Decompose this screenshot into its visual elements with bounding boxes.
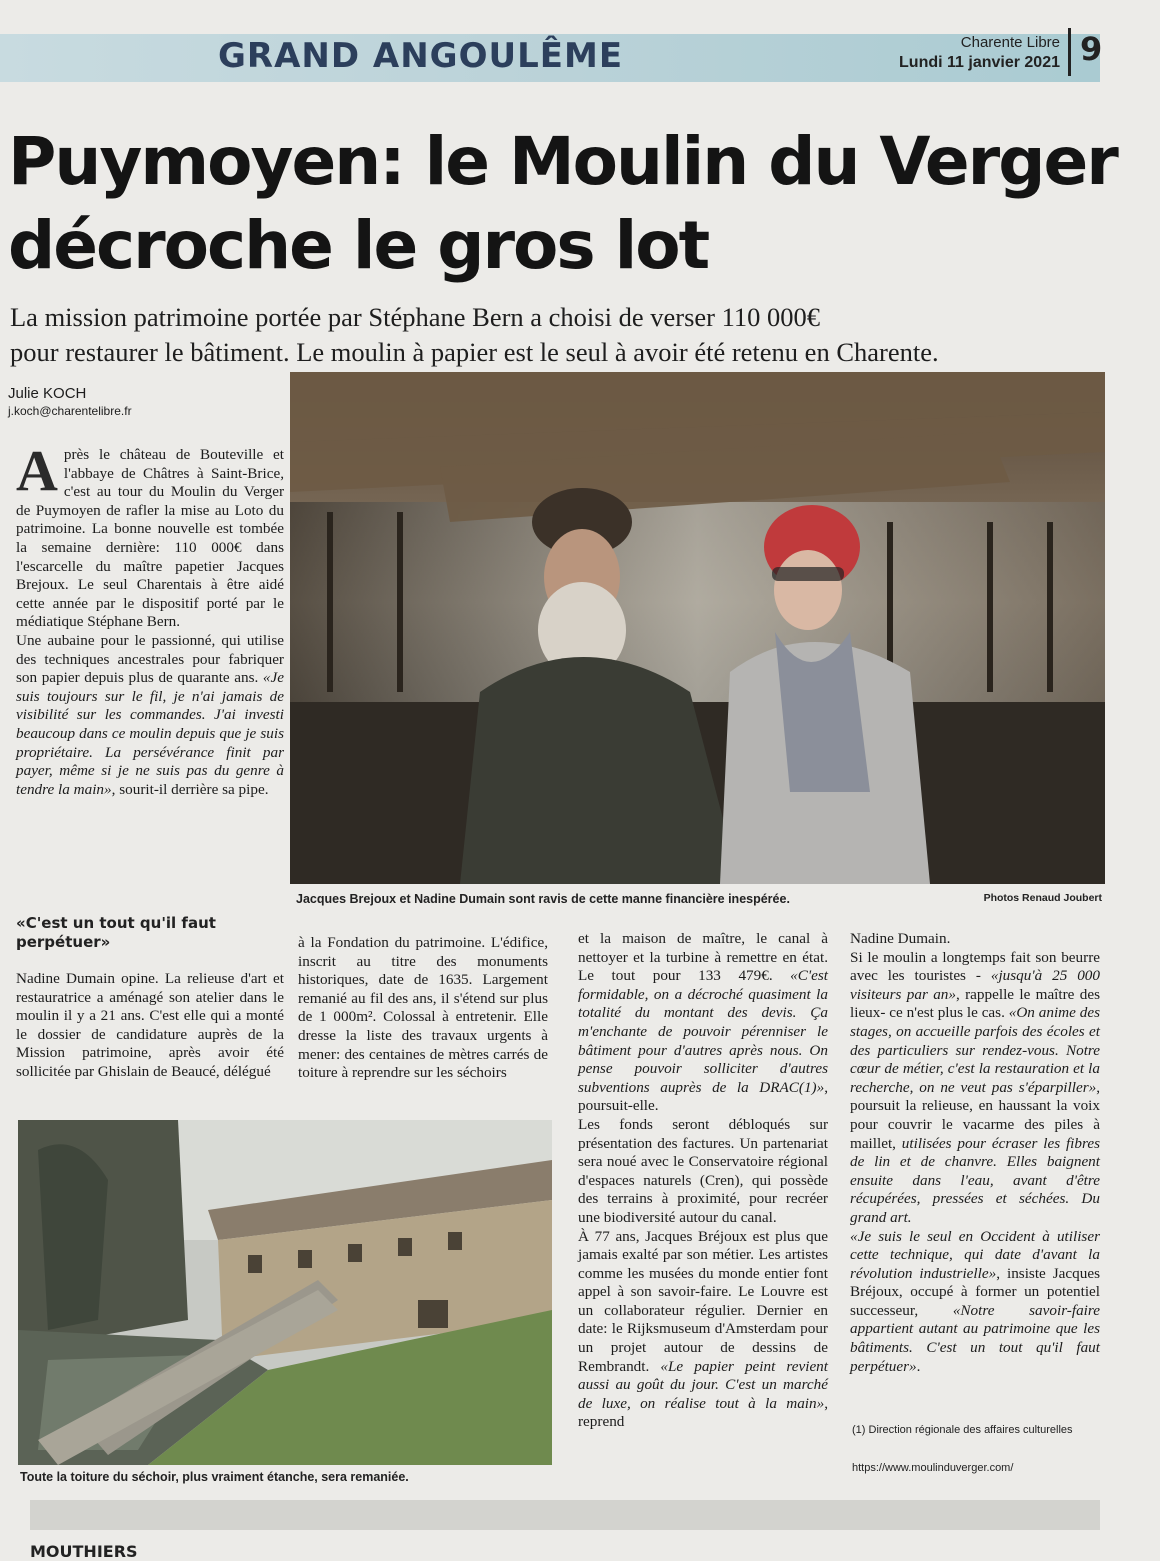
paragraph-text: , poursuit la relieuse, en haussant la voix pour couvrir le vacarme des piles à maillet, — [850, 1078, 1100, 1152]
page-number: 9 — [1080, 30, 1103, 68]
paragraph-devis — [578, 930, 828, 1116]
quote-text: utilisées pour écraser les fibres de lin et de chanvre. Elles baignent ensuite dans l'eau, avant d'être récupérées, pressées et séchées. Du grand art. — [850, 1134, 1100, 1226]
headline-line-1: Puymoyen: le Moulin du Verger — [8, 123, 1117, 200]
article-column-4 — [850, 930, 1100, 1376]
paragraph-intro — [16, 438, 284, 632]
page-number-divider — [1068, 28, 1071, 76]
paragraph-text: , rappelle le maître des lieux- ce n'est plus le cas. — [850, 985, 1100, 1022]
photo-caption: Jacques Brejoux et Nadine Dumain sont ravis de cette manne financière inespérée. — [296, 892, 790, 906]
photo-mill — [18, 1120, 552, 1465]
paragraph-text: près le château de Bouteville et l'abbaye de Châtres à Saint-Brice, c'est au tour du Moulin du Verger de Puymoyen de rafler la mise au Loto du patrimoine. La bonne nouvelle est tombée la semaine dernière: 110 000€ dans l'escarcelle du maître papetier Jacques Brejoux. Le seul Charentais à être aidé cette année par le dispositif porté par le médiatique Stéphane Bern. — [16, 446, 284, 631]
footnote: (1) Direction régionale des affaires culturelles — [852, 1424, 1073, 1436]
paragraph-text: à la Fondation du patrimoine. L'édifice, inscrit au titre des monuments historiques, date de 1635. Largement remanié au fil des ans, il s'étend sur plus de 1 000m². Colossal à entretenir. Elle dresse la liste des travaux urgents à mener: des centaines de mètres carrés de toiture à reprendre sur les séchoirs — [298, 934, 548, 1082]
paragraph-text: Si le moulin a longtemps fait son beurre avec les touristes - — [850, 948, 1100, 985]
standfirst-line-1: La mission patrimoine portée par Stéphane Bern a choisi de verser 110 000€ — [10, 302, 820, 332]
paragraph-occident — [850, 1228, 1100, 1377]
byline-author: Julie KOCH — [8, 385, 87, 402]
quote-text: «jusqu'à 25 000 visiteurs par an» — [850, 967, 1100, 1003]
photo-mill-caption: Toute la toiture du séchoir, plus vraiment étanche, sera remaniée. — [20, 1470, 409, 1484]
newspaper-name: Charente Libre — [960, 34, 1060, 51]
headline — [8, 120, 1148, 288]
paragraph-text: Nadine Dumain opine. La relieuse d'art et restauratrice a aménagé son atelier dans le moulin il y a 21 ans. C'est elle qui a monté le dossier de candidature auprès de la Mission patrimoine, après avoir été sollicitée par Ghislain de Beaucé, délégué — [16, 970, 284, 1080]
article-column-2 — [298, 934, 548, 1083]
paragraph-text: , poursuit-elle. — [578, 1078, 828, 1115]
issue-date: Lundi 11 janvier 2021 — [899, 54, 1060, 71]
standfirst — [10, 300, 1150, 370]
headline-line-2: décroche le gros lot — [8, 207, 709, 284]
quote-text: «Je suis toujours sur le fil, je n'ai jamais de visibilité sur les commandes. J'ai investi beaucoup dans ce moulin depuis que je suis propriétaire. La persévérance finit par payer, même si je ne suis pas du genre à tendre la main» — [16, 669, 284, 798]
paragraph-text: . — [916, 1357, 921, 1375]
article-column-3 — [578, 930, 828, 1432]
bottom-band — [30, 1500, 1100, 1530]
standfirst-line-2: pour restaurer le bâtiment. Le moulin à papier est le seul à avoir été retenu en Charente. — [10, 337, 939, 367]
quote-text: «Je suis le seul en Occident à utiliser cette technique, qui date d'avant la révolution industrielle» — [850, 1227, 1100, 1282]
paragraph-text: Une aubaine pour le passionné, qui utilise des techniques ancestrales pour fabriquer son papier depuis plus de quarante ans. — [16, 631, 284, 687]
paragraph-text: Les fonds seront débloqués sur présentation des factures. Un partenariat sera noué avec le Conservatoire régional d'espaces naturels (Cren), qui possède des terrains à proximité, pour recréer une biodiversité autour du canal. — [578, 1115, 828, 1226]
byline-email: j.koch@charentelibre.fr — [8, 404, 132, 418]
photo-portrait-image — [290, 372, 1105, 884]
quote-text: «On anime des stages, on accueille parfois des écoles et des particuliers sur rendez-vous. Notre cœur de métier, c'est la restauration et la recherche, on ne veut pas s'éparpiller» — [850, 1004, 1100, 1096]
article-column-1-lower — [16, 970, 284, 1082]
quote-text: «Le papier peint revient aussi au goût du jour. C'est un marché de luxe, on réalise tout à la main» — [578, 1357, 828, 1412]
article-column-1 — [16, 438, 284, 799]
paragraph-text: , reprend — [578, 1394, 828, 1431]
paragraph-text: et la maison de maître, le canal à nettoyer et la turbine à remettre en état. Le tout pour 133 479€. — [578, 930, 828, 985]
paragraph-text: Nadine Dumain. — [850, 930, 951, 947]
photo-credit: Photos Renaud Joubert — [983, 892, 1102, 904]
quote-text: «Notre savoir-faire appartient autant au patrimoine que les bâtiments. C'est un tout qu'il faut perpétuer» — [850, 1301, 1100, 1375]
paragraph-text: À 77 ans, Jacques Bréjoux est plus que jamais exalté par son métier. Les artistes comme les musées du monde entier font appel à son savoir-faire. Le Louvre est un collaborateur régulier. Dernier en date: le Rijksmuseum d'Amsterdam pour un projet autour de dessins de Rembrandt. — [578, 1227, 828, 1375]
photo-portrait — [290, 372, 1105, 884]
paragraph-touristes — [850, 949, 1100, 1228]
next-section-title: MOUTHIERS — [30, 1542, 138, 1561]
paragraph-aubaine — [16, 632, 284, 799]
paragraph-text: , sourit-il derrière sa pipe. — [111, 780, 269, 798]
drop-cap: A — [16, 438, 58, 503]
intertitle: «C'est un tout qu'il faut perpétuer» — [16, 914, 216, 951]
section-title: GRAND ANGOULÊME — [218, 36, 624, 76]
website-link[interactable]: https://www.moulinduverger.com/ — [852, 1462, 1014, 1474]
paragraph-metier — [578, 1228, 828, 1433]
quote-text: «C'est formidable, on a décroché quasiment la totalité du montant des devis. Ça m'enchante de pouvoir pérenniser le bâtiment pour d'autres après nous. On pense pouvoir solliciter d'autres subventions auprès de la DRAC(1)» — [578, 967, 828, 1096]
photo-mill-image — [18, 1120, 552, 1465]
paragraph-text: , insiste Jacques Bréjoux, occupé à former un potentiel successeur, — [850, 1264, 1100, 1319]
